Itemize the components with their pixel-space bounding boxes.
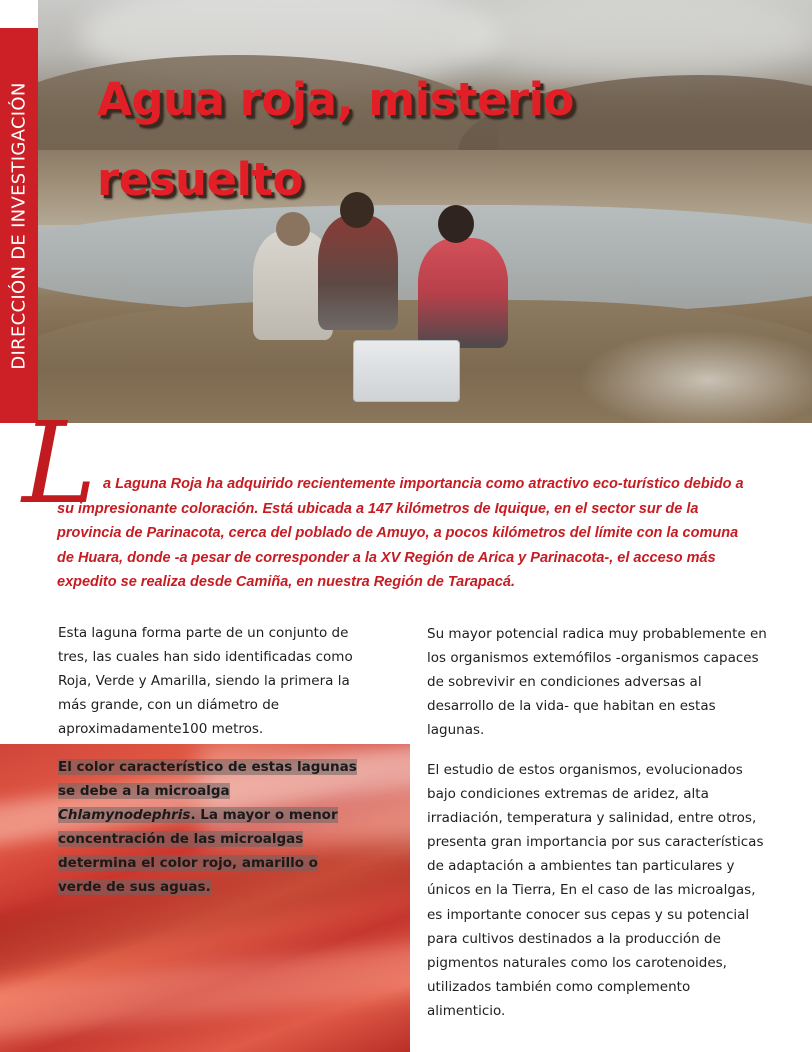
- drop-cap: L: [22, 399, 97, 529]
- intro-paragraph: [57, 472, 757, 595]
- left-paragraph-1: Esta laguna forma parte de un conjunto de tres, las cuales han sido identificadas como Roja, Verde y Amarilla, siendo la primera la más grande, con un diámetro de aproximadamente100 metros.: [58, 625, 353, 738]
- researcher-figure: [318, 215, 398, 330]
- highlight-after: . La mayor o menor concentración de las microalgas determina el color rojo, amarillo o verde de sus aguas.: [58, 807, 338, 895]
- researcher-figure: [418, 238, 508, 348]
- section-tab: [0, 28, 38, 423]
- section-tab-label: DIRECCIÓN DE INVESTIGACIÓN: [8, 81, 30, 370]
- highlight-before: El color característico de estas lagunas se debe a la microalga: [58, 759, 357, 799]
- species-name: Chlamynodephris: [58, 807, 191, 823]
- article-title: Agua roja, misterio resuelto: [97, 73, 574, 207]
- sample-container: [353, 340, 460, 402]
- intro-text: a Laguna Roja ha adquirido recientemente importancia como atractivo eco-turístico debido a su impresionante coloración. Está ubicada a 147 kilómetros de Iquique, en el sector sur de la provincia de Parinacota, cerca del poblado de Amuyo, a pocos kilómetros del límite con la comuna de Huara, donde -a pesar de corresponder a la XV Región de Arica y Parinacota-, el acceso más expedito se realiza desde Camiña, en nuestra Región de Tarapacá.: [57, 476, 744, 590]
- right-paragraph-1: Su mayor potencial radica muy probablemente en los organismos extemófilos -organismos capaces de sobrevivir en condiciones adversas al desarrollo de la vida- que habitan en estas lagunas.: [427, 626, 767, 739]
- salt-crust: [578, 330, 812, 423]
- highlighted-paragraph: [58, 755, 363, 899]
- right-paragraph-2: El estudio de estos organismos, evolucionados bajo condiciones extremas de aridez, alta irradiación, temperatura y salinidad, entre otros, presenta gran importancia por sus características de adaptación a ambientes tan particulares y únicos en la Tierra, En el caso de las microalgas, es importante conocer sus cepas y su potencial para cultivos destinados a la producción de pigmentos naturales como los carotenoides, utilizados también como complemento alimenticio.: [427, 762, 764, 1019]
